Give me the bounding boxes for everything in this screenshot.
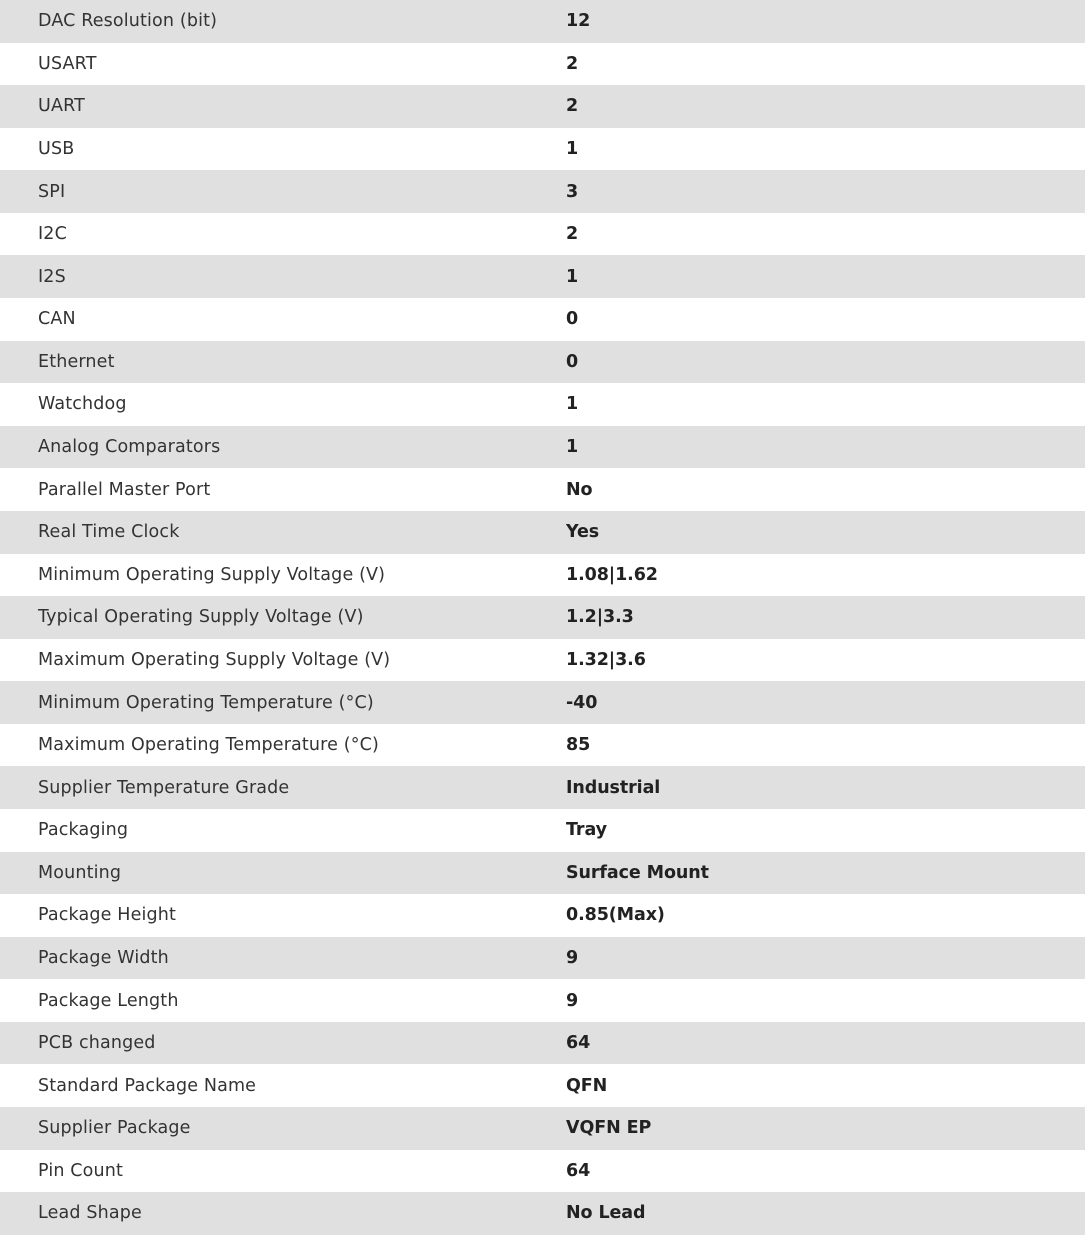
spec-value: Tray [566, 820, 607, 841]
spec-row [0, 170, 1085, 213]
spec-value: 64 [566, 1160, 591, 1181]
spec-row [0, 596, 1085, 639]
spec-label: Minimum Operating Supply Voltage (V) [38, 564, 386, 585]
spec-label: Lead Shape [38, 1203, 142, 1224]
spec-label: USB [38, 139, 75, 160]
spec-value: 64 [566, 1033, 591, 1054]
spec-row [0, 511, 1085, 554]
spec-label: DAC Resolution (bit) [38, 11, 218, 32]
spec-value: QFN [566, 1075, 608, 1096]
spec-row [0, 255, 1085, 298]
spec-row [0, 341, 1085, 384]
spec-row [0, 383, 1085, 426]
spec-row [0, 639, 1085, 682]
spec-row [0, 0, 1085, 43]
spec-label: PCB changed [38, 1033, 156, 1054]
spec-row [0, 937, 1085, 980]
spec-label: Packaging [38, 820, 129, 841]
spec-label: Parallel Master Port [38, 479, 211, 500]
spec-row [0, 979, 1085, 1022]
spec-value: 3 [566, 181, 579, 202]
spec-value: 1.32|3.6 [566, 649, 646, 670]
spec-row [0, 766, 1085, 809]
spec-value: VQFN EP [566, 1118, 652, 1139]
spec-row [0, 724, 1085, 767]
spec-row [0, 1192, 1085, 1235]
spec-label: Package Height [38, 905, 177, 926]
spec-value: Yes [566, 522, 600, 543]
spec-label: Watchdog [38, 394, 127, 415]
spec-label: UART [38, 96, 85, 117]
spec-value: 9 [566, 948, 579, 968]
spec-row [0, 85, 1085, 128]
spec-value: 0.85(Max) [566, 905, 665, 926]
spec-row [0, 213, 1085, 256]
spec-value: 1.08|1.62 [566, 564, 658, 585]
spec-label: Pin Count [38, 1160, 124, 1181]
spec-value: -40 [566, 692, 598, 713]
spec-label: USART [38, 53, 97, 74]
spec-value: 1 [566, 266, 579, 287]
spec-value: 9 [566, 990, 579, 1011]
spec-value: 12 [566, 11, 591, 32]
spec-row [0, 426, 1085, 469]
spec-value: 1 [566, 437, 579, 458]
spec-label: Minimum Operating Temperature (°C) [38, 692, 374, 713]
spec-label: Ethernet [38, 351, 115, 372]
spec-label: Standard Package Name [38, 1075, 257, 1096]
spec-value: 2 [566, 96, 579, 117]
spec-value: 1 [566, 139, 579, 160]
spec-value: No [566, 479, 593, 500]
spec-value: 0 [566, 351, 579, 372]
spec-row [0, 554, 1085, 597]
spec-label: SPI [38, 181, 66, 202]
spec-value: 2 [566, 224, 579, 245]
spec-row [0, 298, 1085, 341]
spec-label: I2S [38, 266, 66, 287]
spec-label: I2C [38, 224, 67, 245]
spec-row [0, 681, 1085, 724]
spec-value: 1 [566, 394, 579, 415]
spec-label: Package Length [38, 990, 179, 1011]
spec-label: CAN [38, 309, 76, 330]
spec-label: Maximum Operating Supply Voltage (V) [38, 649, 391, 670]
spec-label: Package Width [38, 948, 169, 968]
spec-label: Analog Comparators [38, 437, 221, 458]
spec-label: Supplier Temperature Grade [38, 777, 290, 798]
spec-value: Industrial [566, 777, 661, 798]
spec-value: 2 [566, 53, 579, 74]
spec-value: 0 [566, 309, 579, 330]
spec-row [0, 894, 1085, 937]
spec-value: 1.2|3.3 [566, 607, 634, 628]
spec-value: Surface Mount [566, 862, 709, 883]
spec-row [0, 1022, 1085, 1065]
spec-row [0, 852, 1085, 895]
spec-value: 85 [566, 735, 591, 756]
spec-label: Mounting [38, 862, 122, 883]
spec-row [0, 809, 1085, 852]
spec-row [0, 128, 1085, 171]
spec-row [0, 1064, 1085, 1107]
spec-label: Real Time Clock [38, 522, 180, 543]
spec-label: Supplier Package [38, 1118, 191, 1139]
spec-value: No Lead [566, 1203, 646, 1224]
spec-row [0, 43, 1085, 86]
spec-row [0, 1107, 1085, 1150]
spec-label: Typical Operating Supply Voltage (V) [38, 607, 364, 628]
spec-row [0, 1150, 1085, 1193]
spec-label: Maximum Operating Temperature (°C) [38, 735, 379, 756]
spec-row [0, 468, 1085, 511]
